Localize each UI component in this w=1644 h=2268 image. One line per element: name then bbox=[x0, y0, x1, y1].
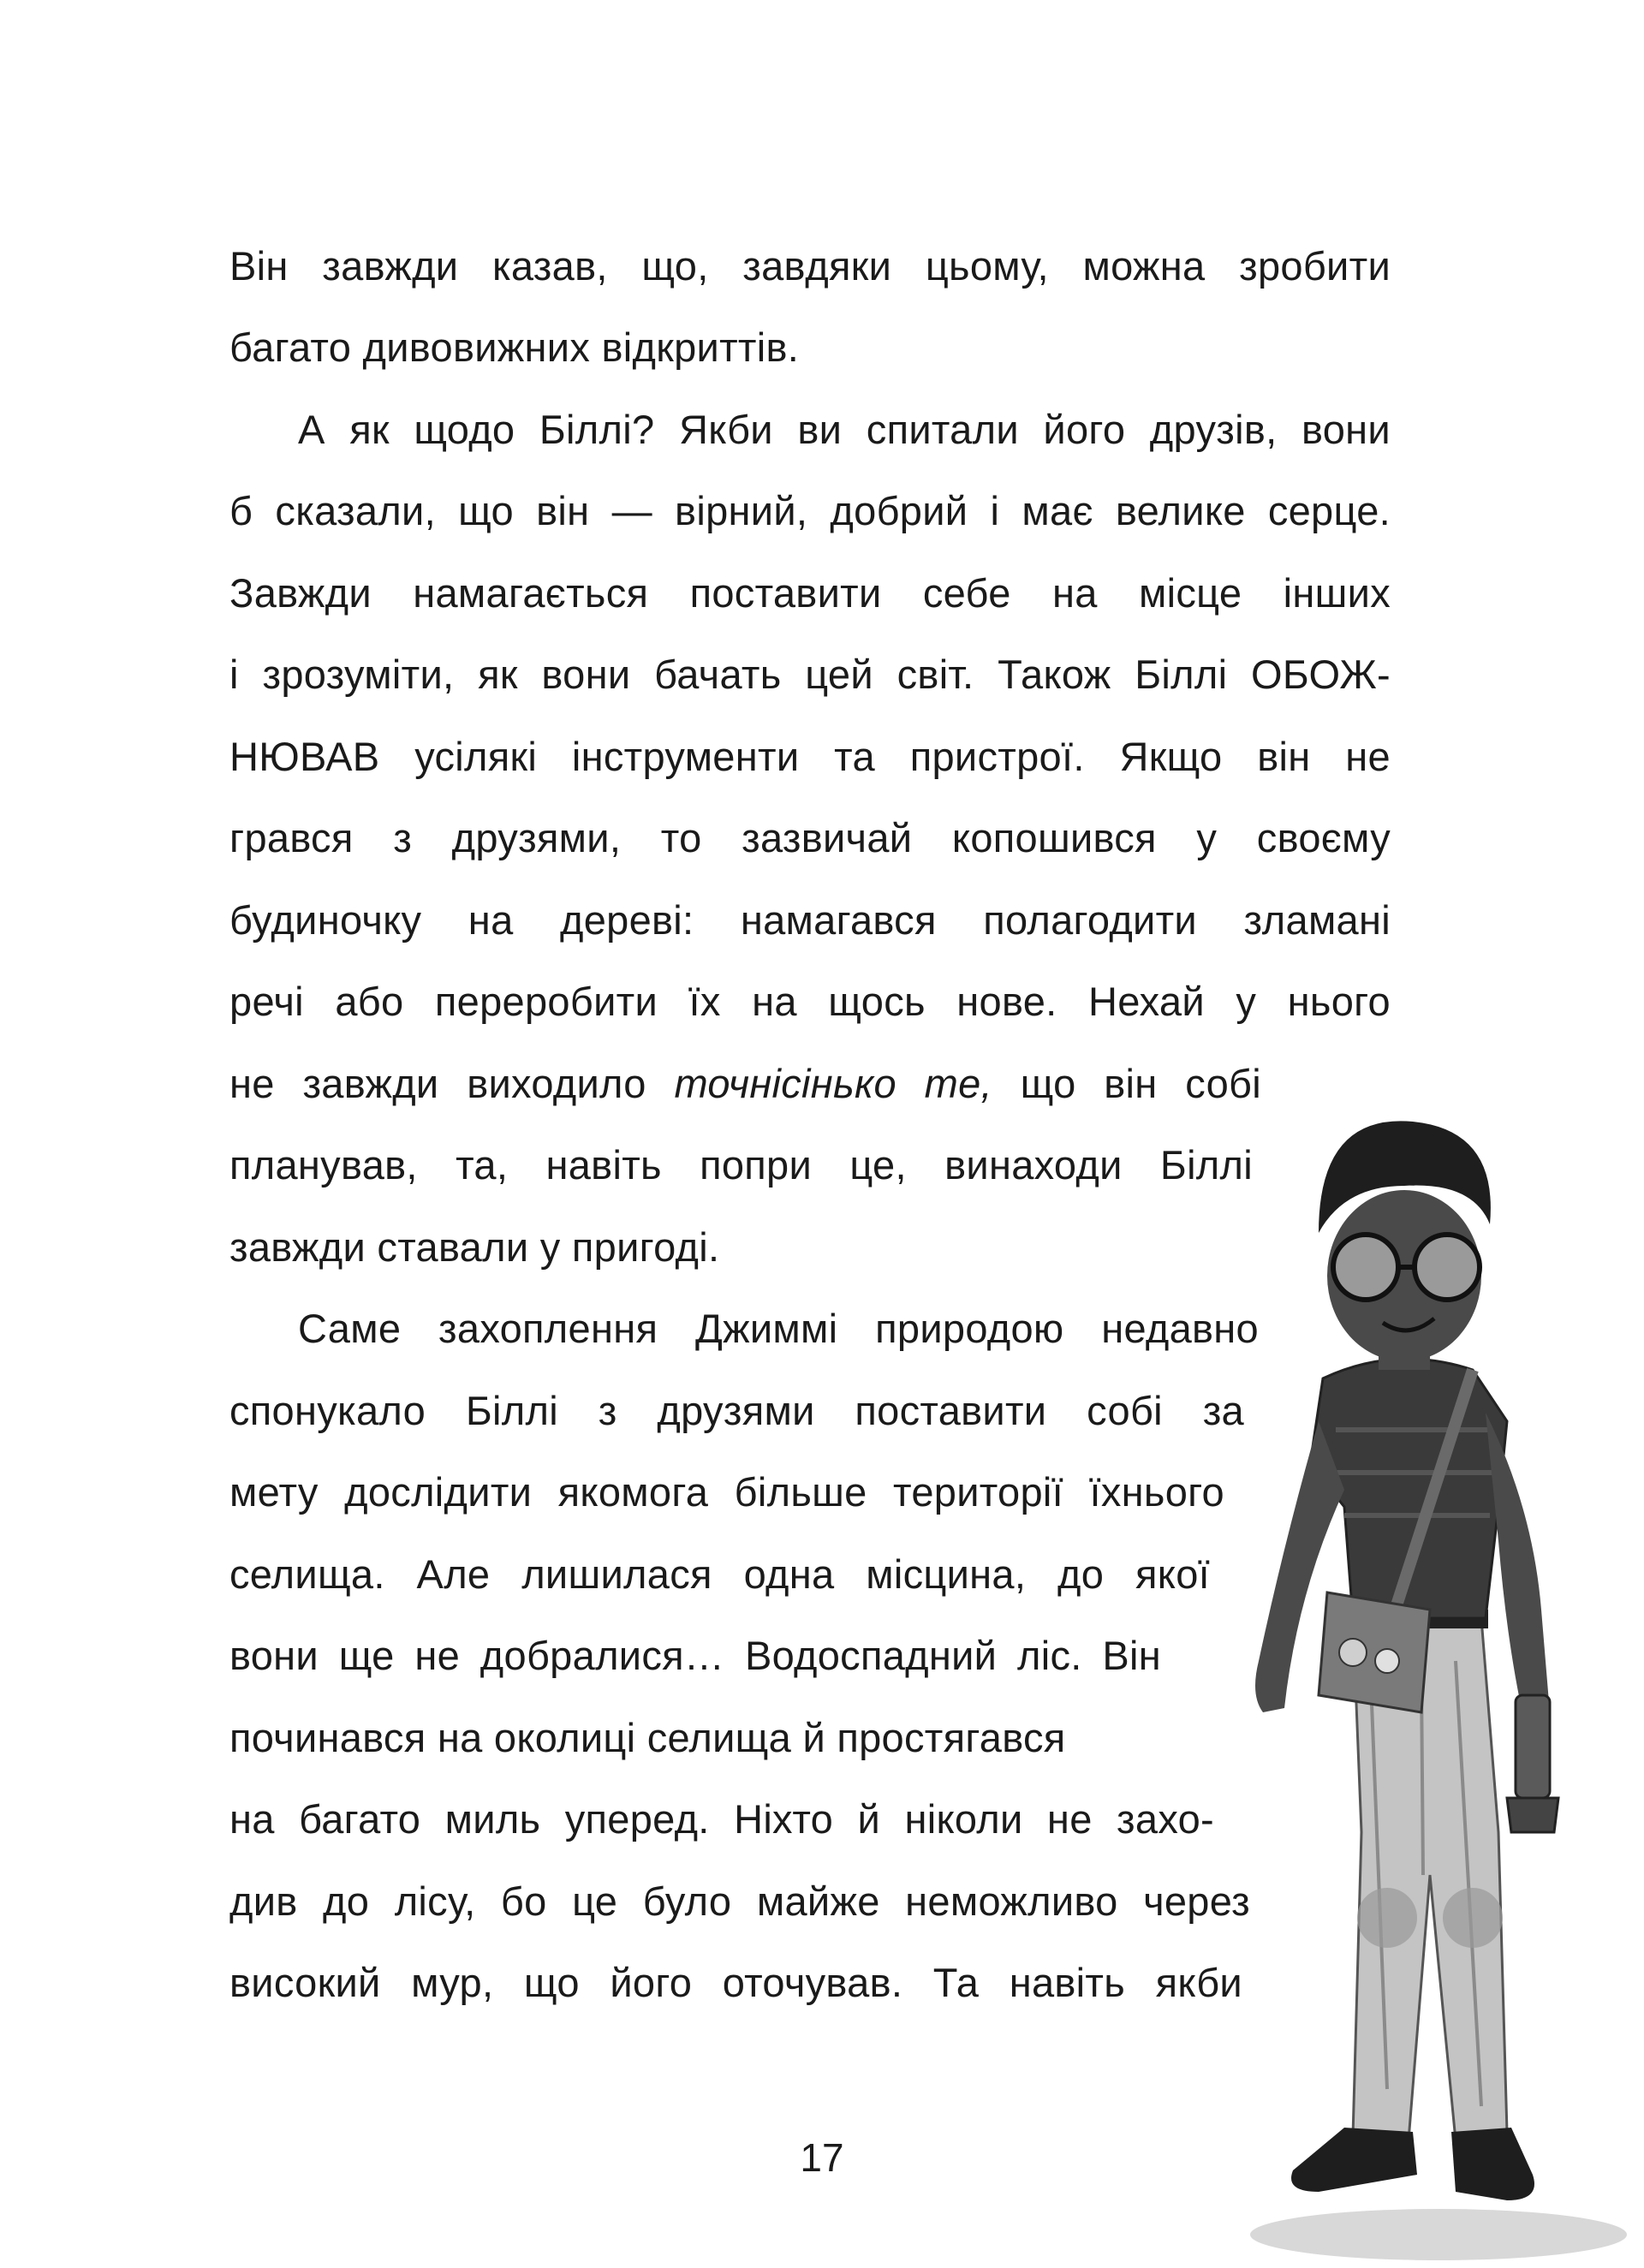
text-line: високий мур, що його оточував. Та навіть якби bbox=[229, 1960, 1242, 2005]
text-line: на багато миль уперед. Ніхто й ніколи не захо- bbox=[229, 1796, 1214, 1842]
left-shoe bbox=[1291, 2128, 1417, 2192]
text-line: А як щодо Біллі? Якби ви спитали його друзів, вони bbox=[298, 407, 1391, 452]
ground-shadow bbox=[1250, 2209, 1627, 2260]
flashlight-icon bbox=[1507, 1695, 1558, 1832]
text-line: Він завжди казав, що, завдяки цьому, можна зробити bbox=[229, 243, 1391, 289]
text-line: НЮВАВ усілякі інструменти та пристрої. Якщо він не bbox=[229, 734, 1391, 779]
text-line: вони ще не добралися… Водоспадний ліс. Він bbox=[229, 1633, 1161, 1678]
satchel bbox=[1319, 1592, 1430, 1712]
italic-emphasis: точнісінько те, bbox=[674, 1061, 992, 1106]
text-line: спонукало Біллі з друзями поставити собі за bbox=[229, 1388, 1244, 1433]
text-line: селища. Але лишилася одна місцина, до якої bbox=[229, 1551, 1210, 1597]
right-arm bbox=[1486, 1413, 1550, 1721]
text-line: мету дослідити якомога більше території їхнього bbox=[229, 1469, 1224, 1515]
text-segment: не завжди виходило bbox=[229, 1061, 675, 1106]
text-line: грався з друзями, то зазвичай копошився у своєму bbox=[229, 815, 1391, 860]
text-line: планував, та, навіть попри це, винаходи Біллі bbox=[229, 1142, 1253, 1188]
text-line: Саме захоплення Джиммі природою недавно bbox=[298, 1306, 1259, 1351]
text-segment: що він собі bbox=[992, 1061, 1261, 1106]
boy-illustration bbox=[1224, 1062, 1644, 2268]
text-line: і зрозуміти, як вони бачать цей світ. Також Біллі ОБОЖ- bbox=[229, 652, 1391, 697]
text-line: завжди ставали у пригоді. bbox=[229, 1224, 720, 1270]
text-line: багато дивовижних відкриттів. bbox=[229, 324, 800, 370]
text-line: будиночку на дереві: намагався полагодити зламані bbox=[229, 897, 1391, 943]
text-line bbox=[229, 1058, 1261, 1110]
page-number: 17 bbox=[800, 2135, 844, 2180]
right-shoe bbox=[1451, 2128, 1534, 2200]
text-line: починався на околиці селища й простягався bbox=[229, 1715, 1066, 1760]
text-line: б сказали, що він — вірний, добрий і має велике серце. bbox=[229, 488, 1391, 533]
text-line: речі або переробити їх на щось нове. Нехай у нього bbox=[229, 979, 1391, 1024]
text-line: Завжди намагається поставити себе на місце інших bbox=[229, 570, 1391, 616]
text-line: див до лісу, бо це було майже неможливо через bbox=[229, 1878, 1250, 1924]
